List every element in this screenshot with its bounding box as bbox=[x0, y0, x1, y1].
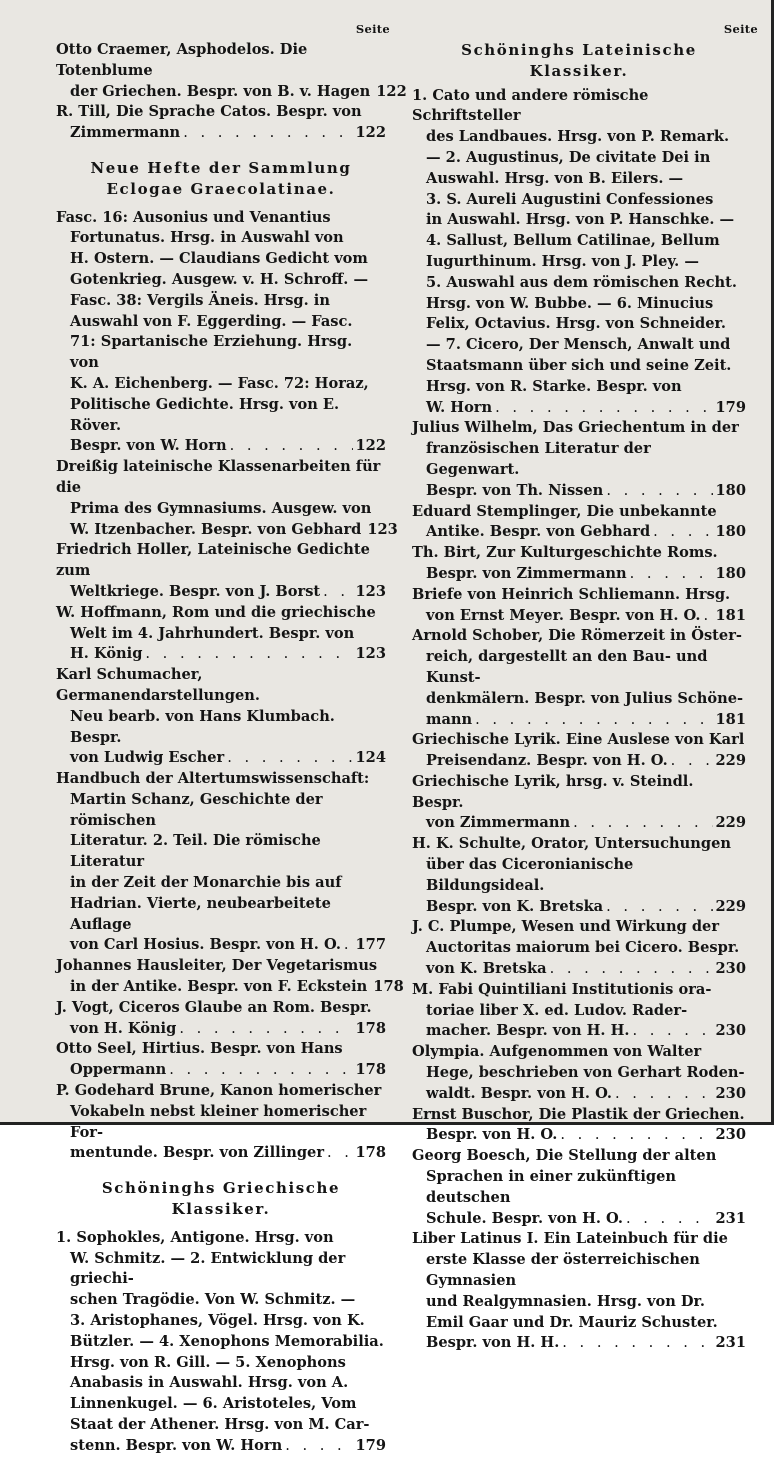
dot-leader bbox=[227, 748, 352, 769]
entry-text-line: Prima des Gymnasiums. Ausgew. von bbox=[70, 499, 372, 517]
page-number: 230 bbox=[715, 1126, 746, 1144]
dot-leader bbox=[653, 522, 712, 543]
dot-leader bbox=[230, 436, 353, 457]
entries-group-c bbox=[56, 1228, 386, 1457]
entry-text-line: Sprachen in einer zukünftigen deutschen bbox=[426, 1168, 676, 1206]
index-entry bbox=[56, 457, 398, 540]
entry-text-line: 5. Auswahl aus dem römischen Recht. bbox=[426, 273, 737, 291]
entry-last-line bbox=[412, 481, 746, 502]
dot-leader bbox=[323, 582, 352, 603]
entry-text-line: Auctoritas maiorum bei Cicero. Bespr. bbox=[426, 939, 740, 957]
page-number: 179 bbox=[355, 1436, 386, 1454]
entry-text-line: Arnold Schober, Die Römerzeit in Öster- bbox=[412, 627, 742, 645]
entry-last-line bbox=[412, 606, 746, 627]
page-number: 229 bbox=[715, 897, 746, 915]
entry-text-line: Dreißig lateinische Klassenarbeiten für die bbox=[56, 458, 381, 496]
page-number: 181 bbox=[715, 606, 746, 624]
dot-leader bbox=[327, 1143, 353, 1164]
entry-text-line: Welt im 4. Jahrhundert. Bespr. von bbox=[70, 624, 355, 642]
entry-text-line: 4. Sallust, Bellum Catilinae, Bellum bbox=[426, 232, 720, 250]
entry-text-line: Hrsg. von R. Gill. — 5. Xenophons bbox=[70, 1353, 346, 1371]
entry-text-line: von Ernst Meyer. Bespr. von H. O. bbox=[426, 606, 701, 624]
dot-leader bbox=[169, 1060, 352, 1081]
index-entry bbox=[412, 730, 746, 772]
dot-leader bbox=[632, 1021, 712, 1042]
entry-text-line: Bespr. von Zimmermann bbox=[426, 564, 627, 582]
entry-text-line: Bespr. von H. H. bbox=[426, 1334, 560, 1352]
page-number: 180 bbox=[715, 523, 746, 541]
entry-text-line: in der Antike. Bespr. von F. Eckstein bbox=[70, 978, 368, 996]
index-entry bbox=[412, 980, 746, 1042]
entry-last-line bbox=[56, 748, 386, 769]
entry-text-line: französischen Literatur der Gegenwart. bbox=[426, 440, 651, 478]
entry-text-line: erste Klasse der österreichischen Gymnasien bbox=[426, 1251, 700, 1290]
page-number: 230 bbox=[715, 1084, 746, 1102]
entry-text-line: W. Horn bbox=[426, 398, 493, 416]
entry-text-line: Ernst Buschor, Die Plastik der Griechen. bbox=[412, 1105, 745, 1123]
entry-text-line: Handbuch der Altertumswissenschaft: bbox=[56, 770, 370, 788]
entry-text-line: Griechische Lyrik. Eine Auslese von Karl bbox=[412, 731, 745, 749]
entry-last-line bbox=[56, 582, 386, 603]
page-number: 122 bbox=[376, 82, 407, 100]
entry-text-line: des Landbaues. Hrsg. von P. Remark. bbox=[426, 128, 730, 146]
entry-last-line bbox=[56, 1436, 386, 1457]
entry-text-line: Fortunatus. Hrsg. in Auswahl von bbox=[70, 229, 344, 247]
entry-text-line: macher. Bespr. von H. H. bbox=[426, 1022, 630, 1040]
entry-text-line: Karl Schumacher, Germanendarstellungen. bbox=[56, 666, 260, 704]
index-entry bbox=[412, 585, 746, 627]
entry-text-line: Schule. Bespr. von H. O. bbox=[426, 1209, 623, 1227]
entry-last-line bbox=[412, 813, 746, 834]
dot-leader bbox=[606, 897, 712, 918]
entry-text-line: W. Itzenbacher. Bespr. von Gebhard bbox=[70, 520, 362, 538]
entry-text-line: Weltkriege. Bespr. von J. Borst bbox=[70, 582, 321, 600]
entry-text-line: Vokabeln nebst kleiner homerischer For- bbox=[70, 1102, 367, 1141]
dot-leader bbox=[626, 1209, 713, 1230]
entry-text-line: Felix, Octavius. Hrsg. von Schneider. bbox=[426, 315, 726, 333]
page-number: 123 bbox=[355, 582, 386, 600]
entry-text-line: toriae liber X. ed. Ludov. Rader- bbox=[426, 1001, 688, 1019]
entry-text-line: der Griechen. Bespr. von B. v. Hagen bbox=[70, 82, 371, 100]
page-number: 181 bbox=[715, 710, 746, 728]
entry-text-line: H. König bbox=[70, 645, 143, 663]
entries-group-a bbox=[56, 40, 407, 144]
index-entry bbox=[56, 665, 386, 769]
entry-last-line bbox=[412, 710, 746, 731]
dot-leader bbox=[560, 1125, 712, 1146]
entry-last-line bbox=[412, 1084, 746, 1105]
index-entry bbox=[412, 626, 746, 730]
entry-text-line: W. Hoffmann, Rom und die griechische bbox=[56, 603, 376, 621]
entry-text-line: Fasc. 38: Vergils Äneis. Hrsg. in bbox=[70, 291, 330, 309]
dot-leader bbox=[183, 123, 352, 144]
entry-text-line: Olympia. Aufgenommen von Walter bbox=[412, 1043, 702, 1061]
entry-last-line bbox=[412, 1125, 746, 1146]
index-entry bbox=[412, 86, 746, 419]
entry-text-line: Bespr. von H. O. bbox=[426, 1126, 558, 1144]
entry-last-line bbox=[412, 751, 746, 772]
entry-text-line: mentunde. Bespr. von Zillinger bbox=[70, 1144, 325, 1162]
entry-last-line bbox=[412, 1209, 746, 1230]
entries-group-b bbox=[56, 208, 404, 1165]
entry-text-line: — 2. Augustinus, De civitate Dei in bbox=[426, 148, 711, 166]
dot-leader bbox=[703, 606, 712, 627]
entry-text-line: Auswahl von F. Eggerding. — Fasc. bbox=[70, 312, 353, 330]
entry-text-line: und Realgymnasien. Hrsg. von Dr. bbox=[426, 1292, 705, 1310]
page-number: 231 bbox=[715, 1209, 746, 1227]
page-number: 122 bbox=[355, 124, 386, 142]
page-number: 177 bbox=[355, 936, 386, 954]
entry-text-line: Staat der Athener. Hrsg. von M. Car- bbox=[70, 1416, 370, 1433]
entry-text-line: Hrsg. von R. Starke. Bespr. von bbox=[426, 377, 682, 395]
page-number: 179 bbox=[715, 398, 746, 416]
entry-text-line: von K. Bretska bbox=[426, 960, 547, 978]
index-entry bbox=[56, 1039, 386, 1081]
dot-leader bbox=[344, 935, 353, 956]
entry-text-line: J. Vogt, Ciceros Glaube an Rom. Bespr. bbox=[56, 998, 372, 1016]
entry-text-line: Politische Gedichte. Hrsg. von E. Röver. bbox=[70, 395, 340, 434]
section-heading: Schöninghs Griechische Klassiker. bbox=[101, 1179, 341, 1219]
page-number: 180 bbox=[715, 564, 746, 582]
entry-text-line: Hrsg. von W. Bubbe. — 6. Minucius bbox=[426, 294, 714, 312]
entry-text-line: Liber Latinus I. Ein Lateinbuch für die bbox=[412, 1230, 728, 1248]
entry-text-line: — 7. Cicero, Der Mensch, Anwalt und bbox=[426, 336, 731, 354]
entry-text-line: denkmälern. Bespr. von Julius Schöne- bbox=[426, 689, 744, 707]
page-number: 231 bbox=[715, 1334, 746, 1352]
dot-leader bbox=[630, 564, 713, 585]
entry-text-line: von Ludwig Escher bbox=[70, 749, 225, 767]
entry-text-line: H. Ostern. — Claudians Gedicht vom bbox=[70, 250, 368, 268]
dot-leader bbox=[475, 710, 712, 731]
entry-text-line: Gotenkrieg. Ausgew. v. H. Schroff. — bbox=[70, 270, 369, 288]
entry-text-line: Hege, beschrieben von Gerhart Roden- bbox=[426, 1064, 745, 1082]
entry-text-line: Georg Boesch, Die Stellung der alten bbox=[412, 1147, 717, 1165]
page-number: 178 bbox=[355, 1019, 386, 1037]
entry-text-line: H. K. Schulte, Orator, Untersuchungen bbox=[412, 835, 731, 853]
entry-text-line: von Zimmermann bbox=[426, 814, 571, 832]
entry-text-line: 1. Cato und andere römische Schriftsteller bbox=[412, 86, 649, 125]
entry-text-line: Staatsmann über sich und seine Zeit. bbox=[426, 356, 732, 374]
section-heading: Schöninghs Lateinische Klassiker. bbox=[461, 41, 697, 80]
dot-leader bbox=[606, 481, 712, 502]
entry-text-line: über das Ciceronianische Bildungsideal. bbox=[426, 856, 634, 894]
entry-text-line: Antike. Bespr. von Gebhard bbox=[426, 523, 651, 541]
entry-text-line: Hadrian. Vierte, neubearbeitete Auflage bbox=[70, 894, 331, 933]
entry-last-line bbox=[412, 564, 746, 585]
entry-text-line: Th. Birt, Zur Kulturgeschichte Roms. bbox=[412, 544, 718, 562]
section-heading: Neue Hefte der Sammlung bbox=[90, 158, 352, 177]
entry-last-line bbox=[56, 1019, 386, 1040]
dot-leader bbox=[285, 1436, 352, 1457]
index-entry bbox=[56, 956, 404, 998]
entry-text-line: P. Godehard Brune, Kanon homerischer bbox=[56, 1082, 382, 1100]
entry-last-line bbox=[56, 935, 386, 956]
entry-text-line: mann bbox=[426, 710, 473, 728]
entry-text-line: Otto Seel, Hirtius. Bespr. von Hans bbox=[56, 1040, 343, 1058]
entry-text-line: Emil Gaar und Dr. Mauriz Schuster. bbox=[426, 1313, 718, 1331]
entry-text-line: Bespr. von Th. Nissen bbox=[426, 481, 604, 499]
index-entry bbox=[56, 603, 386, 665]
entry-text-line: schen Tragödie. Von W. Schmitz. — bbox=[70, 1291, 356, 1309]
dot-leader bbox=[550, 959, 713, 980]
entry-text-line: 3. Aristophanes, Vögel. Hrsg. von K. bbox=[70, 1312, 365, 1330]
entry-text-line: Iugurthinum. Hrsg. von J. Pley. — bbox=[426, 252, 699, 270]
entry-text-line: von Carl Hosius. Bespr. von H. O. bbox=[70, 936, 341, 954]
entry-text-line: in der Zeit der Monarchie bis auf bbox=[70, 874, 342, 892]
index-entry bbox=[412, 834, 746, 917]
dot-leader bbox=[671, 751, 713, 772]
index-entry bbox=[412, 418, 746, 501]
right-column bbox=[412, 18, 758, 1354]
index-entry bbox=[412, 772, 746, 834]
entry-text-line: reich, dargestellt an den Bau- und Kunst- bbox=[426, 648, 708, 686]
entry-text-line: 1. Sophokles, Antigone. Hrsg. von bbox=[56, 1228, 334, 1246]
entry-text-line: von H. König bbox=[70, 1019, 177, 1037]
index-entry bbox=[56, 998, 386, 1040]
index-entry bbox=[56, 1228, 386, 1457]
entry-text-line: Griechische Lyrik, hrsg. v. Steindl. Bespr. bbox=[412, 772, 694, 811]
entry-last-line bbox=[412, 1021, 746, 1042]
entries-group-right bbox=[412, 86, 746, 1355]
dot-leader bbox=[495, 398, 712, 419]
entry-text-line: Oppermann bbox=[70, 1061, 167, 1079]
dot-leader bbox=[615, 1084, 713, 1105]
entry-text-line: Briefe von Heinrich Schliemann. Hrsg. bbox=[412, 585, 731, 603]
entry-text-line: Bespr. von K. Bretska bbox=[426, 897, 604, 915]
entry-text-line: Literatur. 2. Teil. Die römische Literatur bbox=[70, 832, 321, 871]
index-entry bbox=[56, 540, 386, 602]
entry-text-line: Bützler. — 4. Xenophons Memorabilia. bbox=[70, 1332, 384, 1350]
entry-last-line bbox=[56, 977, 404, 998]
entry-last-line bbox=[56, 1060, 386, 1081]
page-number: 230 bbox=[715, 960, 746, 978]
entry-text-line: Anabasis in Auswahl. Hrsg. von A. bbox=[70, 1374, 349, 1392]
page-number: 123 bbox=[355, 645, 386, 663]
entry-text-line: in Auswahl. Hrsg. von P. Hanschke. — bbox=[426, 211, 735, 229]
index-entry bbox=[56, 769, 386, 956]
entry-last-line bbox=[56, 82, 407, 103]
entry-text-line: M. Fabi Quintiliani Institutionis ora- bbox=[412, 980, 712, 998]
entry-text-line: Auswahl. Hrsg. von B. Eilers. — bbox=[426, 169, 684, 187]
page-number: 122 bbox=[355, 437, 386, 455]
entry-text-line: Eduard Stemplinger, Die unbekannte bbox=[412, 502, 717, 520]
entry-text-line: Otto Craemer, Asphodelos. Die Totenblume bbox=[56, 41, 308, 79]
entry-text-line: Bespr. von W. Horn bbox=[70, 437, 227, 455]
entry-last-line bbox=[56, 436, 386, 457]
entry-last-line bbox=[56, 1143, 386, 1164]
index-entry bbox=[56, 102, 386, 144]
entry-last-line bbox=[56, 123, 386, 144]
index-entry bbox=[412, 1229, 746, 1354]
entry-text-line: 71: Spartanische Erziehung. Hrsg. von bbox=[70, 333, 353, 372]
entry-last-line bbox=[56, 644, 386, 665]
page-number: 229 bbox=[715, 752, 746, 770]
entry-text-line: R. Till, Die Sprache Catos. Bespr. von bbox=[56, 103, 362, 121]
entry-last-line bbox=[412, 959, 746, 980]
index-entry bbox=[56, 208, 386, 458]
entry-text-line: Martin Schanz, Geschichte der römischen bbox=[70, 790, 323, 829]
index-entry bbox=[56, 40, 407, 102]
entry-text-line: Fasc. 16: Ausonius und Venantius bbox=[56, 208, 331, 226]
page-number: 229 bbox=[715, 814, 746, 832]
entry-text-line: W. Schmitz. — 2. Entwicklung der griechi- bbox=[70, 1249, 346, 1288]
index-entry bbox=[412, 917, 746, 979]
entry-text-line: K. A. Eichenberg. — Fasc. 72: Horaz, bbox=[70, 374, 369, 392]
index-entry bbox=[412, 502, 746, 544]
entry-last-line bbox=[412, 1333, 746, 1354]
page-number: 178 bbox=[355, 1144, 386, 1162]
entry-text-line: Neu bearb. von Hans Klumbach. Bespr. bbox=[70, 707, 335, 746]
entry-text-line: stenn. Bespr. von W. Horn bbox=[70, 1436, 283, 1454]
section-heading-subtitle: Eclogae Graecolatinae. bbox=[106, 179, 336, 198]
entry-text-line: Julius Wilhelm, Das Griechentum in der bbox=[412, 419, 739, 437]
entry-last-line bbox=[412, 897, 746, 918]
dot-leader bbox=[573, 813, 712, 834]
entry-last-line bbox=[412, 522, 746, 543]
index-entry bbox=[412, 1146, 746, 1229]
page-number: 178 bbox=[355, 1061, 386, 1079]
dot-leader bbox=[179, 1019, 352, 1040]
page-column-header: Seite bbox=[355, 22, 390, 36]
page-number: 178 bbox=[373, 978, 404, 996]
entry-text-line: 3. S. Aureli Augustini Confessiones bbox=[426, 190, 714, 208]
index-entry bbox=[412, 543, 746, 585]
entry-text-line: waldt. Bespr. von H. O. bbox=[426, 1084, 613, 1102]
left-column bbox=[56, 18, 407, 1457]
entry-text-line: Zimmermann bbox=[70, 124, 181, 142]
page-number: 230 bbox=[715, 1022, 746, 1040]
entry-last-line bbox=[412, 398, 746, 419]
index-entry bbox=[412, 1105, 746, 1147]
index-entry bbox=[56, 1081, 386, 1164]
page-number: 123 bbox=[367, 520, 398, 538]
page-column-header: Seite bbox=[723, 22, 758, 36]
index-entry bbox=[412, 1042, 746, 1104]
entry-text-line: J. C. Plumpe, Wesen und Wirkung der bbox=[412, 918, 720, 936]
entry-last-line bbox=[56, 520, 398, 541]
dot-leader bbox=[145, 644, 352, 665]
entry-text-line: Linnenkugel. — 6. Aristoteles, Vom bbox=[70, 1395, 357, 1413]
dot-leader bbox=[562, 1333, 712, 1354]
page-number: 124 bbox=[355, 749, 386, 767]
entry-text-line: Friedrich Holler, Lateinische Gedichte zum bbox=[56, 541, 370, 580]
page-number: 180 bbox=[715, 481, 746, 499]
entry-text-line: Preisendanz. Bespr. von H. O. bbox=[426, 752, 668, 770]
entry-text-line: Johannes Hausleiter, Der Vegetarismus bbox=[56, 957, 378, 975]
